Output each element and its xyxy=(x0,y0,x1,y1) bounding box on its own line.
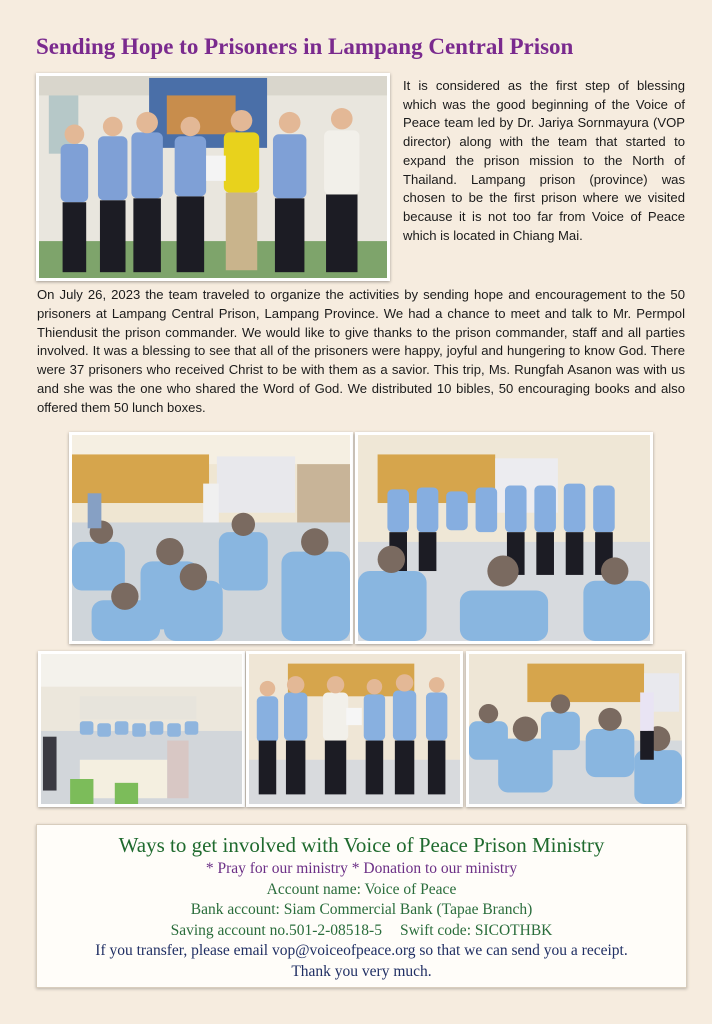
page-title: Sending Hope to Prisoners in Lampang Central Prison xyxy=(36,34,574,59)
ways-line: * Pray for our ministry * Donation to our ministry xyxy=(205,860,518,877)
transfer-note: If you transfer, please email vop@voiceofpeace.org so that we can send you a receipt. xyxy=(95,942,628,959)
involvement-heading: Ways to get involved with Voice of Peace Prison Ministry xyxy=(118,833,605,857)
swift-code: Swift code: SICOTHBK xyxy=(399,921,553,939)
main-paragraph: On July 26, 2023 the team traveled to organize the activities by sending hope and encouragement to the 50 prisoners at Lampang Central Prison, Lampang Province. We had a chance to meet and talk to Mr. Permpol Thiendusit the prison commander. We would like to give thanks to the prison commander, staff and all parties involved. It was a blessing to see that all of the prisoners were happy, joyful and hungering to know God. There were 37 prisoners who received Christ to be with them as a savior. This trip, Ms. Rungfah Asanon was with us and she was the one who shared the Word of God. We distributed 10 bibles, 50 encouraging books and also offered them 50 lunch boxes. xyxy=(37,287,685,415)
bank-account: Bank account: Siam Commercial Bank (Tapae Branch) xyxy=(190,901,533,918)
thanks-line: Thank you very much. xyxy=(291,962,432,980)
team-standing-photo xyxy=(355,432,653,644)
speaker-photo xyxy=(466,651,685,807)
hall-photo-seated-prisoners xyxy=(69,432,353,644)
saving-account: Saving account no.501-2-08518-5 xyxy=(170,921,382,939)
group-photo-commander xyxy=(36,73,390,281)
hall-wide-photo xyxy=(38,651,245,807)
intro-paragraph: It is considered as the first step of blessing which was the good beginning of the Voice of Peace team led by Dr. Jariya Sornmayura (VOP director) along with the team that started to expand the prison mission to the North of Thailand. Lampang prison (province) was chosen to be the first prison where we visited because it is not too far from Voice of Peace which is located in Chiang Mai. xyxy=(403,78,685,243)
saving-swift-line xyxy=(37,921,686,942)
involvement-box xyxy=(36,824,687,988)
account-name: Account name: Voice of Peace xyxy=(266,880,457,898)
presentation-photo xyxy=(246,651,463,807)
